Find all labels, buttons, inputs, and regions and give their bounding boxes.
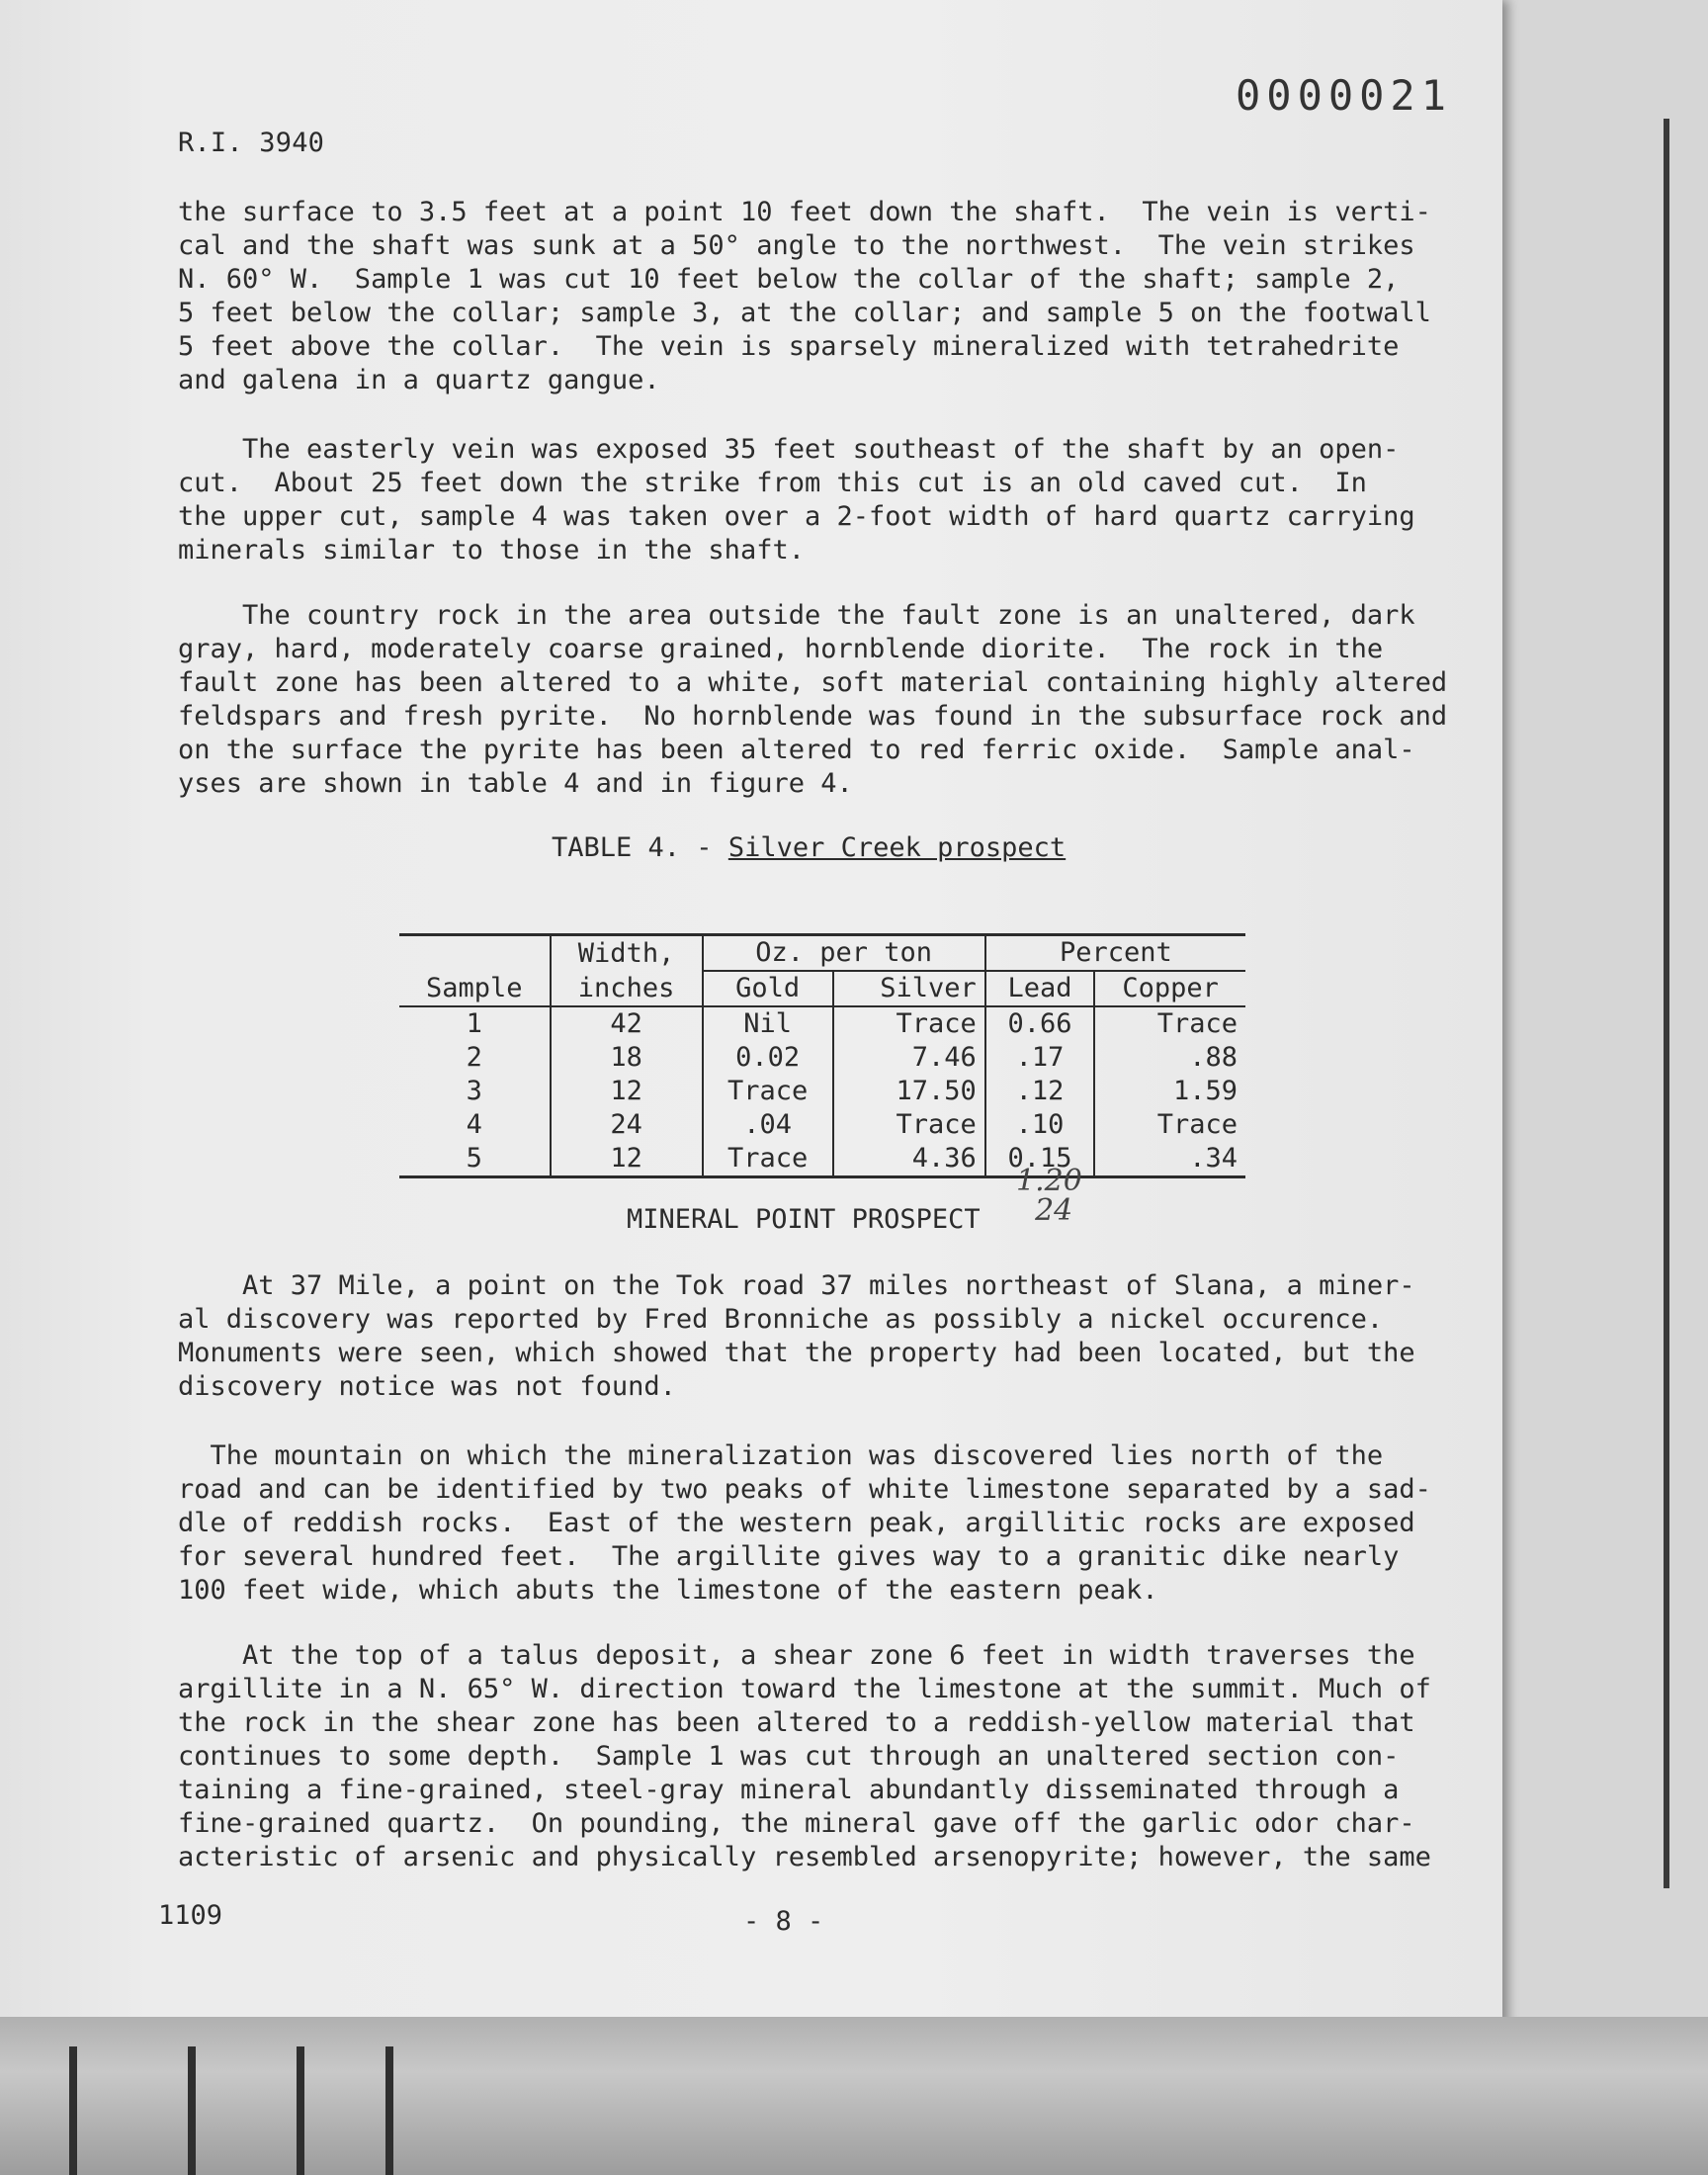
text-line: gray, hard, moderately coarse grained, hornblende diorite. The rock in the (178, 634, 1384, 664)
strip-mark (297, 2046, 304, 2175)
text-line: on the surface the pyrite has been altered to red ferric oxide. Sample anal- (178, 735, 1415, 765)
text-line: minerals similar to those in the shaft. (178, 535, 805, 566)
paragraph-6 (178, 1639, 1483, 1874)
handwritten-note: 1.20 24 (1016, 1164, 1082, 1228)
document-number: 0000021 (1236, 71, 1453, 120)
silver-header: Silver (833, 971, 985, 1006)
copper-header: Copper (1094, 971, 1245, 1006)
text-line: taining a fine-grained, steel-gray mineral abundantly disseminated through a (178, 1775, 1400, 1805)
text-line: for several hundred feet. The argillite gives way to a granitic dike nearly (178, 1541, 1400, 1572)
strip-mark (385, 2046, 393, 2175)
table-title-prefix: TABLE 4. - (552, 832, 728, 863)
page-number: - 8 - (743, 1906, 824, 1937)
table-row: 3 12 Trace 17.50 .12 1.59 (399, 1075, 1245, 1108)
footer-left-number: 1109 (158, 1900, 223, 1931)
table-header-row-2 (399, 971, 1245, 1006)
report-id: R.I. 3940 (178, 128, 325, 158)
table-header-row-1 (399, 935, 1245, 972)
text-line: fault zone has been altered to a white, soft material containing highly altered (178, 667, 1448, 698)
text-line: discovery notice was not found. (178, 1371, 676, 1402)
sample-header: Sample (399, 971, 551, 1006)
gold-header: Gold (703, 971, 833, 1006)
table-row: 2 18 0.02 7.46 .17 .88 (399, 1041, 1245, 1075)
paragraph-2 (178, 433, 1483, 567)
oz-per-ton-header: Oz. per ton (703, 935, 985, 972)
text-line: fine-grained quartz. On pounding, the mineral gave off the garlic odor char- (178, 1808, 1415, 1839)
text-line: At 37 Mile, a point on the Tok road 37 miles northeast of Slana, a miner- (178, 1270, 1415, 1301)
text-line: argillite in a N. 65° W. direction toward the limestone at the summit. Much of (178, 1674, 1431, 1704)
text-line: the surface to 3.5 feet at a point 10 feet down the shaft. The vein is verti- (178, 197, 1431, 227)
table-title-name: Silver Creek prospect (727, 832, 1067, 863)
text-line: the rock in the shear zone has been altered to a reddish-yellow material that (178, 1707, 1415, 1738)
text-line: The easterly vein was exposed 35 feet southeast of the shaft by an open- (178, 434, 1400, 465)
text-line: dle of reddish rocks. East of the western peak, argillitic rocks are exposed (178, 1508, 1415, 1538)
text-line: road and can be identified by two peaks of white limestone separated by a sad- (178, 1474, 1431, 1505)
text-line: The country rock in the area outside the fault zone is an unaltered, dark (178, 600, 1415, 631)
text-line: The mountain on which the mineralization was discovered lies north of the (178, 1440, 1384, 1471)
scanner-bottom-strip (0, 2017, 1708, 2175)
table-title (552, 832, 1066, 863)
section-heading: MINERAL POINT PROSPECT (627, 1204, 981, 1235)
table-row: 1 42 Nil Trace 0.66 Trace (399, 1006, 1245, 1041)
text-line: cal and the shaft was sunk at a 50° angle to the northwest. The vein strikes (178, 230, 1415, 261)
paragraph-3 (178, 599, 1483, 801)
text-line: 5 feet above the collar. The vein is sparsely mineralized with tetrahedrite (178, 331, 1400, 362)
inches-header: inches (551, 971, 703, 1006)
text-line: the upper cut, sample 4 was taken over a 2-foot width of hard quartz carrying (178, 501, 1415, 532)
strip-mark (69, 2046, 77, 2175)
table-row: 5 12 Trace 4.36 0.15 .34 (399, 1142, 1245, 1177)
paragraph-4 (178, 1269, 1483, 1404)
text-line: Monuments were seen, which showed that the property had been located, but the (178, 1338, 1415, 1368)
text-line: and galena in a quartz gangue. (178, 365, 660, 395)
table-row: 4 24 .04 Trace .10 Trace (399, 1108, 1245, 1142)
lead-header: Lead (985, 971, 1095, 1006)
text-line: al discovery was reported by Fred Bronniche as possibly a nickel occurence. (178, 1304, 1384, 1335)
text-line: 5 feet below the collar; sample 3, at the collar; and sample 5 on the footwall (178, 298, 1431, 328)
percent-header: Percent (985, 935, 1245, 972)
paragraph-5 (178, 1439, 1483, 1608)
text-line: At the top of a talus deposit, a shear zone 6 feet in width traverses the (178, 1640, 1415, 1671)
text-line: acteristic of arsenic and physically resembled arsenopyrite; however, the same (178, 1842, 1431, 1872)
strip-mark (188, 2046, 196, 2175)
text-line: feldspars and fresh pyrite. No hornblende was found in the subsurface rock and (178, 701, 1448, 732)
text-line: yses are shown in table 4 and in figure 4. (178, 768, 853, 799)
paragraph-1 (178, 196, 1483, 397)
text-line: cut. About 25 feet down the strike from this cut is an old caved cut. In (178, 468, 1367, 498)
text-line: 100 feet wide, which abuts the limestone of the eastern peak. (178, 1575, 1158, 1606)
text-line: continues to some depth. Sample 1 was cut through an unaltered section con- (178, 1741, 1400, 1772)
text-line: N. 60° W. Sample 1 was cut 10 feet below the collar of the shaft; sample 2, (178, 264, 1400, 295)
sheet-edge (1664, 119, 1669, 1888)
width-header: Width, (551, 935, 703, 972)
silver-creek-table (399, 933, 1245, 1178)
